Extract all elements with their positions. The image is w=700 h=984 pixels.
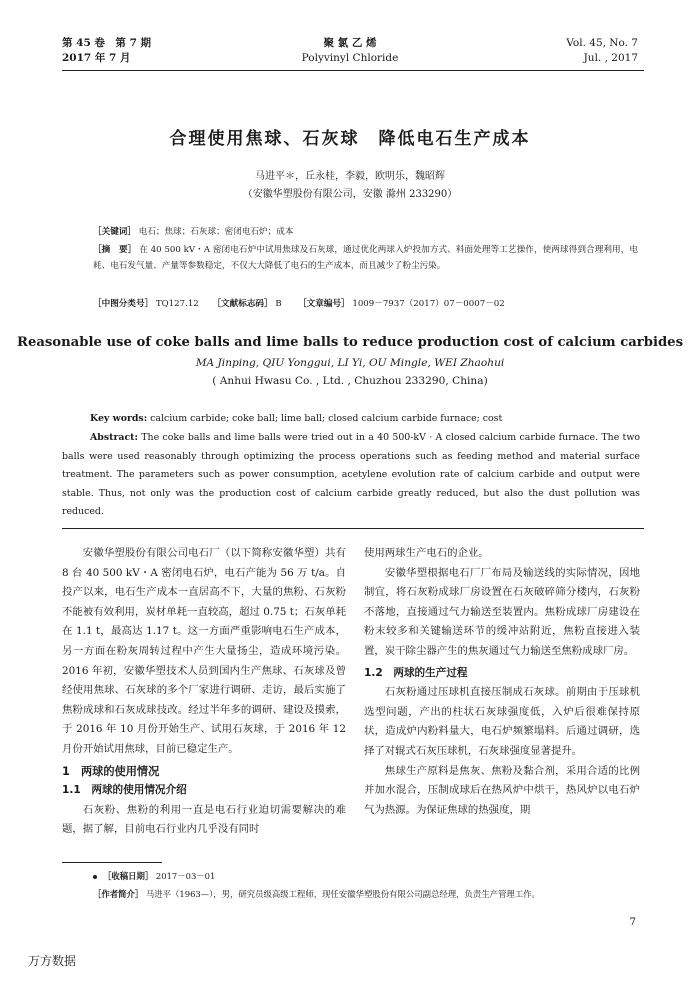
received-date: 2017－03－01 <box>155 871 216 881</box>
abstract-en-block <box>62 429 640 522</box>
page-number: 7 <box>629 916 636 928</box>
body-paragraph: 使用两球生产电石的企业。 <box>364 547 489 559</box>
body-left-column <box>62 544 346 840</box>
bullet-icon <box>93 875 97 879</box>
keywords-en-block <box>90 410 640 429</box>
keywords-label-en: Key words: <box>90 413 148 424</box>
authors-cn: 马进平＊，丘永桂，李毅，欧明乐，魏昭辉 <box>255 171 445 182</box>
abstract-en: The coke balls and lime balls were tried out in a 40 500-kV · A closed calcium carbide furnace. The two balls were used reasonably through optimizing the process operations such as feeding method and material surface treatment. The parameters such as power consumption, acetylene evolution rate of calcium carbide and output were stable. Thus, not only was the production cost of calcium carbide greatly reduced, but also the dust pollution was reduced. <box>62 432 640 518</box>
body-paragraph: 石灰粉、焦粉的利用一直是电石行业迫切需要解决的难题，据了解，目前电石行业内几乎没有同时 <box>62 803 346 836</box>
keywords-label-cn: ［关键词］ <box>93 227 136 237</box>
journal-name-cn: 聚 氯 乙 烯 <box>323 37 377 49</box>
journal-volume-issue-en <box>566 36 638 66</box>
journal-name-en: Polyvinyl Chloride <box>301 52 399 64</box>
abstract-divider <box>62 528 644 529</box>
authors-en: MA Jinping, QIU Yonggui, LI Yi, OU Mingle, WEI Zhaohui <box>195 357 505 369</box>
date-en: Jul. , 2017 <box>583 52 638 64</box>
footnote-author <box>93 886 653 903</box>
abstract-cn-block <box>93 242 638 274</box>
classification-block <box>93 296 638 312</box>
volume-issue-cn: 第 45 卷 第 7 期 <box>62 37 152 49</box>
keywords-cn: 电石；焦球；石灰球；密闭电石炉；成本 <box>138 227 294 237</box>
footnote-received <box>93 868 653 885</box>
keywords-en: calcium carbide; coke ball; lime ball; closed calcium carbide furnace; cost <box>150 413 503 424</box>
article-title-en: Reasonable use of coke balls and lime balls to reduce production cost of calcium carbides <box>16 335 683 350</box>
section-heading: 1 两球的使用情况 <box>62 764 160 778</box>
article-title-cn: 合理使用焦球、石灰球 降低电石生产成本 <box>169 129 531 149</box>
body-paragraph: 焦球生产原料是焦灰、焦粉及黏合剂，采用合适的比例并加水混合，压制成球后在热风炉中烘干，热风炉以电石炉气为热源。为保证焦球的热强度，期 <box>364 764 640 816</box>
abstract-label-cn: ［摘 要］ <box>93 245 137 255</box>
abstract-label-en: Abstract: <box>90 432 138 443</box>
received-label: ［收稿日期］ <box>103 871 154 881</box>
article-number-label: ［文章编号］ <box>298 299 350 309</box>
affiliation-en: ( Anhui Hwasu Co. , Ltd. , Chuzhou 233290, China) <box>212 375 488 387</box>
clc-label: ［中图分类号］ <box>93 299 154 309</box>
body-paragraph: 石灰粉通过压球机直接压制成石灰球。前期由于压球机选型问题，产出的柱状石灰球强度低，入炉后很难保持原状，造成炉内粉料量大，电石炉频繁塌料。后通过调研，选择了对辊式石灰压球机，石灰球强度显著提升。 <box>364 686 640 757</box>
article-number: 1009－7937（2017）07－0007－02 <box>352 299 505 309</box>
doc-code-label: ［文献标志码］ <box>212 299 273 309</box>
author-bio-label: ［作者简介］ <box>93 889 144 899</box>
volume-issue-en: Vol. 45, No. 7 <box>566 37 638 49</box>
body-paragraph: 安徽华塑股份有限公司电石厂（以下简称安徽华塑）共有 8 台 40 500 kV・A 密闭电石炉，电石产能为 56 万 t/a。自投产以来，电石生产成本一直居高不下，大量的焦粉、石灰粉不能被有效利用，炭材单耗一直较高，超过 0.75 t；石灰单耗在 1.1 t，最高达 1.17 t。这一方面严重影响电石生产成本，另一方面在粉灰周转过程中产生大量扬尘，造成环境污染。2016 年初，安徽华塑技术人员到国内生产焦球、石灰球及曾经使用焦球、石灰球的多个厂家进行调研、走访，最后实施了焦粉成球和石灰成球技改。经过半年多的调研、建设及摸索，于 2016 年 10 月份开始生产、试用石灰球，于 2016 年 12 月份开始试用焦球，目前已稳定生产。 <box>62 547 346 755</box>
subsection-heading: 1.2 两球的生产过程 <box>364 666 468 679</box>
clc-number: TQ127.12 <box>155 299 199 309</box>
affiliation-cn: （安徽华塑股份有限公司，安徽 滁州 233290） <box>242 189 458 200</box>
doc-code: B <box>275 299 282 309</box>
author-bio: 马进平（1963—），男，研究员级高级工程师，现任安徽华塑股份有限公司副总经理，负责生产管理工作。 <box>145 889 540 899</box>
watermark: 万方数据 <box>28 954 77 968</box>
abstract-cn: 在 40 500 kV・A 密闭电石炉中试用焦球及石灰球，通过优化两球入炉投加方式、料面处理等工艺操作，使两球得到合理利用，电耗、电石发气量、产量等参数稳定，不仅大大降低了电石的生产成本，而且减少了粉尘污染。 <box>93 245 638 271</box>
keywords-cn-block <box>93 224 638 240</box>
footnote-rule <box>62 862 162 863</box>
header-rule <box>62 70 644 71</box>
body-paragraph: 安徽华塑根据电石厂厂布局及输送线的实际情况，因地制宜，将石灰粉成球厂房设置在石灰破碎筛分楼内，石灰粉不落地，直接通过气力输送至装置内。焦粉成球厂房建设在粉末较多和关键输送环节的缓冲站附近，焦粉直接进入装置，炭干除尘器产生的焦灰通过气力输送至焦粉成球厂房。 <box>364 566 640 657</box>
body-right-column <box>364 544 640 820</box>
subsection-heading: 1.1 两球的使用情况介绍 <box>62 784 187 797</box>
date-cn: 2017 年 7 月 <box>62 52 131 64</box>
